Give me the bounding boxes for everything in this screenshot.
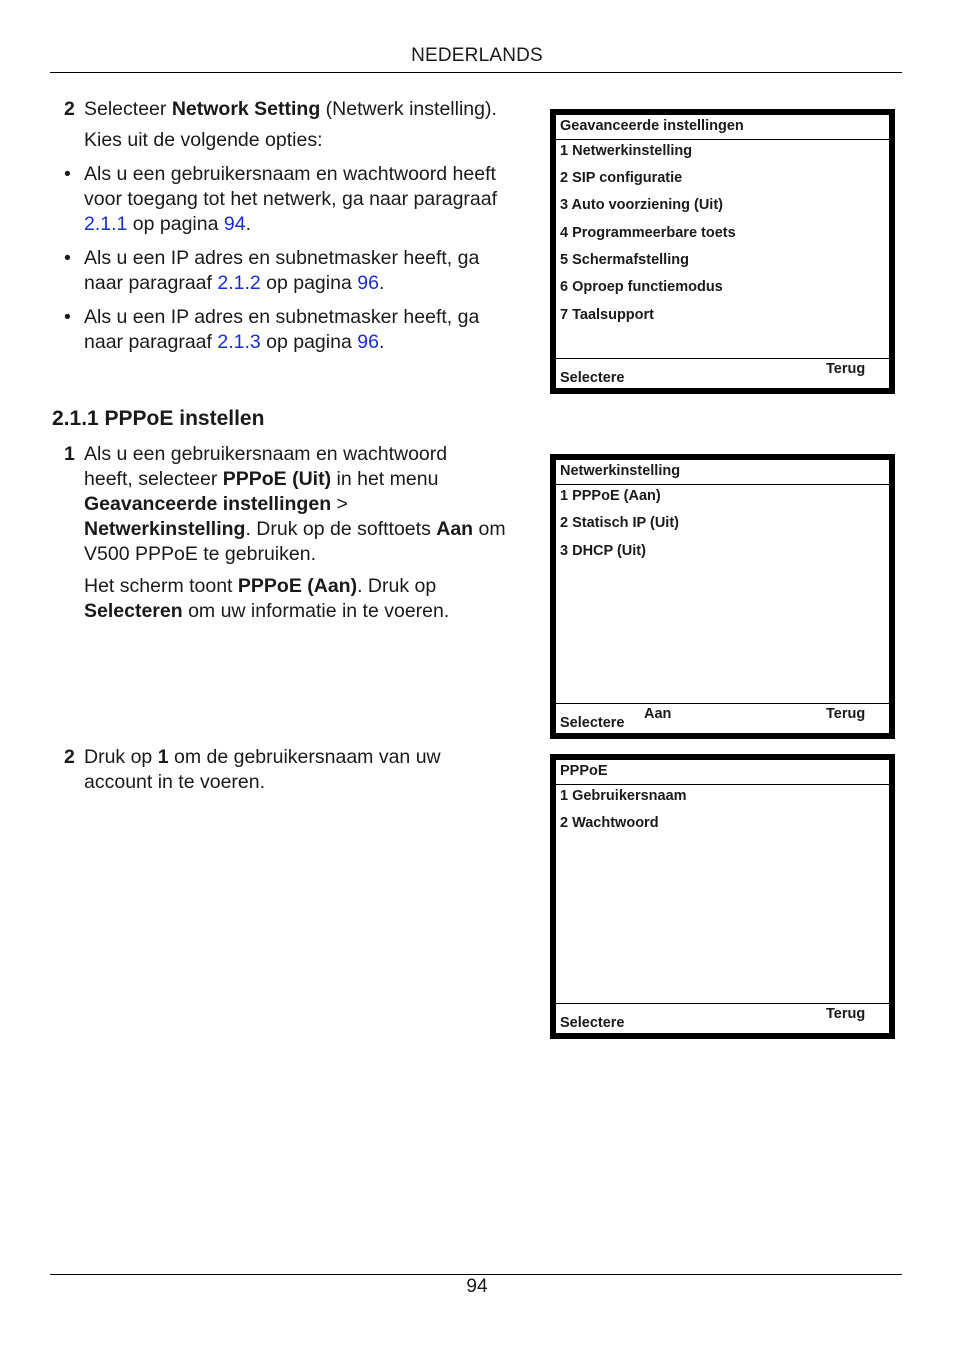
bullet-item-2: Als u een IP adres en subnetmasker heeft, ga naar paragraaf 2.1.2 op pagina 96. [84,247,480,294]
menu-item-programmable-key[interactable]: 4 Programmeerbare toets [560,225,736,241]
menu-item-network-setting[interactable]: 1 Netwerkinstelling [560,143,693,159]
link-page-96[interactable]: 96 [357,331,379,353]
menu-item-call-mode[interactable]: 6 Oproep functiemodus [560,279,723,295]
step-1-result: Het scherm toont PPPoE (Aan). Druk op Selecteren om uw informatie in te voeren. [84,575,450,622]
softkey-select[interactable]: Selectere [560,1015,625,1031]
step-1-text: Als u een gebruikersnaam en wachtwoord heeft, selecteer PPPoE (Uit) in het menu Geavanceerde instellingen > Netwerkinstelling. Druk op de softtoets Aan om V500 PPPoE te gebruiken. [84,443,506,565]
screen-display [556,115,889,388]
phone-screen-pppoe [550,754,895,1039]
bullet-marker: • [64,306,71,328]
screen-title: Netwerkinstelling [560,463,681,479]
softkey-back[interactable]: Terug [826,1006,866,1022]
menu-item-auto-provisioning[interactable]: 3 Auto voorziening (Uit) [560,197,723,213]
softkey-back[interactable]: Terug [826,361,866,377]
step-2-text: Druk op 1 om de gebruikersnaam van uw account in te voeren. [84,746,441,793]
screen-title-divider [556,784,889,785]
menu-item-username[interactable]: 1 Gebruikersnaam [560,788,687,804]
link-section-2-1-3[interactable]: 2.1.3 [217,331,261,353]
menu-item-dhcp[interactable]: 3 DHCP (Uit) [560,543,646,559]
menu-item-language[interactable]: 7 Taalsupport [560,307,654,323]
menu-item-static-ip[interactable]: 2 Statisch IP (Uit) [560,515,679,531]
intro-line2: Kies uit de volgende opties: [84,129,323,151]
softkey-back[interactable]: Terug [826,706,866,722]
screen-display [556,760,889,1033]
link-page-96[interactable]: 96 [357,272,379,294]
intro-line1: Selecteer Network Setting (Netwerk instelling). [84,98,497,120]
step-1-number: 1 [64,443,75,465]
page-number: 94 [466,1276,488,1297]
section-heading: 2.1.1 PPPoE instellen [52,407,265,430]
softkey-divider [556,358,889,359]
phone-screen-advanced-settings [550,109,895,394]
page-header-language: NEDERLANDS [411,45,543,66]
step-2-number: 2 [64,746,75,768]
bullet-item-1: Als u een gebruikersnaam en wachtwoord heeft voor toegang tot het netwerk, ga naar paragraaf 2.1.1 op pagina 94. [84,163,498,235]
menu-item-screen-adjust[interactable]: 5 Schermafstelling [560,252,689,268]
bullet-marker: • [64,163,71,185]
bullet-item-3: Als u een IP adres en subnetmasker heeft, ga naar paragraaf 2.1.3 op pagina 96. [84,306,480,353]
screen-title-divider [556,484,889,485]
phone-screen-network-setting [550,454,895,739]
menu-item-pppoe[interactable]: 1 PPPoE (Aan) [560,488,661,504]
header-divider [50,72,902,73]
footer-divider [50,1274,902,1275]
link-section-2-1-1[interactable]: 2.1.1 [84,213,128,235]
softkey-select[interactable]: Selectere [560,715,625,731]
network-setting-term: Network Setting [171,98,321,120]
softkey-divider [556,1003,889,1004]
bullet-marker: • [64,247,71,269]
menu-item-sip[interactable]: 2 SIP configuratie [560,170,683,186]
screen-title-divider [556,139,889,140]
softkey-select[interactable]: Selectere [560,370,625,386]
menu-item-password[interactable]: 2 Wachtwoord [560,815,659,831]
screen-display [556,460,889,733]
softkey-on[interactable]: Aan [644,706,672,722]
link-section-2-1-2[interactable]: 2.1.2 [217,272,261,294]
softkey-divider [556,703,889,704]
screen-title: Geavanceerde instellingen [560,118,744,134]
link-page-94[interactable]: 94 [223,213,246,235]
screen-title: PPPoE [560,763,608,779]
intro-step-number: 2 [64,98,75,120]
